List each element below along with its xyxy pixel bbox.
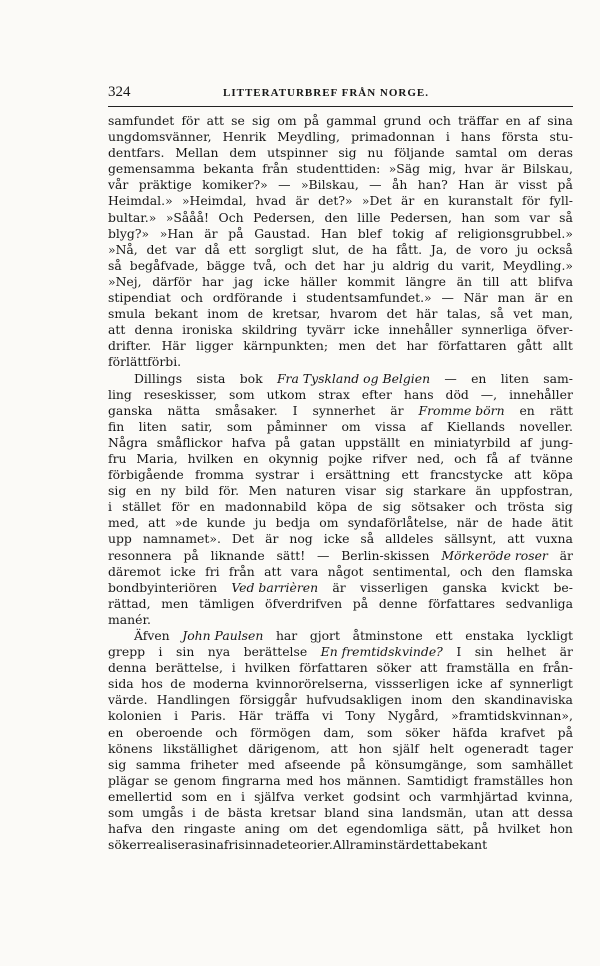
text-line: »Nej, därför har jag icke häller kommit längre än till att blifva: [108, 273, 573, 289]
text-line: gemensamma bekanta från studenttiden: »Säg mig, hvar är Bilskau,: [108, 161, 573, 177]
text-line: förbigående fromma systrar i ersättning ett francstycke att köpa: [108, 467, 573, 483]
text-line: Dillings sista bok Fra Tyskland og Belgien — en liten sam-: [134, 370, 573, 386]
text-line: dentfars. Mellan dem utspinner sig nu följande samtal om deras: [108, 145, 573, 161]
text-line: ungdomsvänner, Henrik Meydling, primadonnan i hans första stu-: [108, 129, 573, 145]
text-line: för lätt förbi.: [108, 354, 182, 370]
page-header: [108, 84, 573, 106]
text-line: så begåfvade, bägge två, och det har ju aldrig du varit, Meydling.»: [108, 257, 573, 273]
text-line: vår präktige komiker?» — »Bilskau, — åh han? Han är visst på: [108, 177, 573, 193]
text-line: grepp i sin nya berättelse En fremtidskvinde? I sin helhet är: [108, 644, 573, 660]
text-line: emellertid som en i själfva verket godsint och varmhjärtad kvinna,: [108, 788, 573, 804]
body-text: [108, 113, 573, 853]
header-rule: [108, 106, 573, 107]
book-page: [108, 84, 573, 853]
text-line: stipendiat och ordförande i studentsamfundet.» — När man är en: [108, 290, 573, 306]
text-line: plägar se genom fingrarna med hos männen. Samtidigt framställes hon: [108, 772, 573, 788]
text-line: fru Maria, hvilken en okynnig pojke rifver ned, och få af tvänne: [108, 450, 573, 466]
text-line: upp namnamet». Det är nog icke så alldeles sällsynt, att vuxna: [108, 531, 573, 547]
text-line: med, att »de kunde ju bedja om syndaförlåtelse, när de hade ätit: [108, 515, 573, 531]
text-line: Några småflickor hafva på gatan uppställt en miniatyrbild af jung-: [108, 434, 573, 450]
text-line: däremot icke fri från att vara något sentimental, och den flamska: [108, 563, 573, 579]
text-line: sig samma friheter med afseende på könsumgänge, som samhället: [108, 756, 573, 772]
text-line: bondbyinteriören Ved barrièren är visserligen ganska kvickt be-: [108, 579, 573, 595]
text-line: i stället för en madonnabild köpa de sig sötsaker och trösta sig: [108, 499, 573, 515]
text-line: manér.: [108, 611, 151, 627]
text-line: kolonien i Paris. Här träffa vi Tony Nygård, »framtidskvinnan»,: [108, 708, 573, 724]
text-line: drifter. Här ligger kärnpunkten; men det har författaren gått allt: [108, 338, 573, 354]
text-line: rättad, men tämligen öfverdrifven på denne författares sedvanliga: [108, 595, 573, 611]
text-line: söker realisera sina frisinnade teorier. Allraminst är detta bekant: [108, 837, 488, 853]
text-line: könens likställighet därigenom, att hon själf helt ogeneradt tager: [108, 740, 573, 756]
text-line: ganska nätta småsaker. I synnerhet är Fromme börn en rätt: [108, 402, 573, 418]
text-line: ling reseskisser, som utkom strax efter hans död —, innehåller: [108, 386, 573, 402]
text-line: »Nå, det var då ett sorgligt slut, de ha fått. Ja, de voro ju också: [108, 241, 573, 257]
text-line: sig en ny bild för. Men naturen visar sig starkare än uppfostran,: [108, 483, 573, 499]
text-line: hafva den ringaste aning om det egendomliga sätt, på hvilket hon: [108, 821, 573, 837]
text-line: blyg?» »Han är på Gaustad. Han blef tokig af religionsgrubbel.»: [108, 225, 573, 241]
text-line: resonnera på liknande sätt! — Berlin-skissen Mörkeröde roser är: [108, 547, 573, 563]
text-line: Äfven John Paulsen har gjort åtminstone ett enstaka lyckligt: [134, 628, 573, 643]
text-line: sida hos de moderna kvinnorörelserna, vissserligen icke af synnerligt: [108, 676, 573, 692]
text-line: fin liten satir, som påminner om vissa af Kiellands noveller.: [108, 418, 573, 434]
text-line: bultar.» »Sååå! Och Pedersen, den lille Pedersen, han som var så: [108, 209, 573, 225]
text-line: smula bekant inom de kretsar, hvarom det här talas, så vet man,: [108, 306, 573, 322]
text-line: som umgås i de bästa kretsar bland sina landsmän, utan att dessa: [108, 805, 573, 821]
running-title: LITTERATURBREF FRÅN NORGE.: [223, 87, 429, 99]
text-line: värde. Handlingen försiggår hufvudsakligen inom den skandinaviska: [108, 692, 573, 708]
text-line: Heimdal.» »Heimdal, hvad är det?» »Det är en kuranstalt för fyll-: [108, 193, 573, 209]
text-line: samfundet för att se sig om på gammal grund och träffar en af sina: [108, 113, 573, 128]
text-line: en oberoende och förmögen dam, som söker häfda krafvet på: [108, 724, 573, 740]
text-line: att denna ironiska skildring tyvärr icke innehåller synnerliga öfver-: [108, 322, 573, 338]
page-number: 324: [108, 84, 131, 100]
text-line: denna berättelse, i hvilken författaren söker att framställa en från-: [108, 660, 573, 676]
